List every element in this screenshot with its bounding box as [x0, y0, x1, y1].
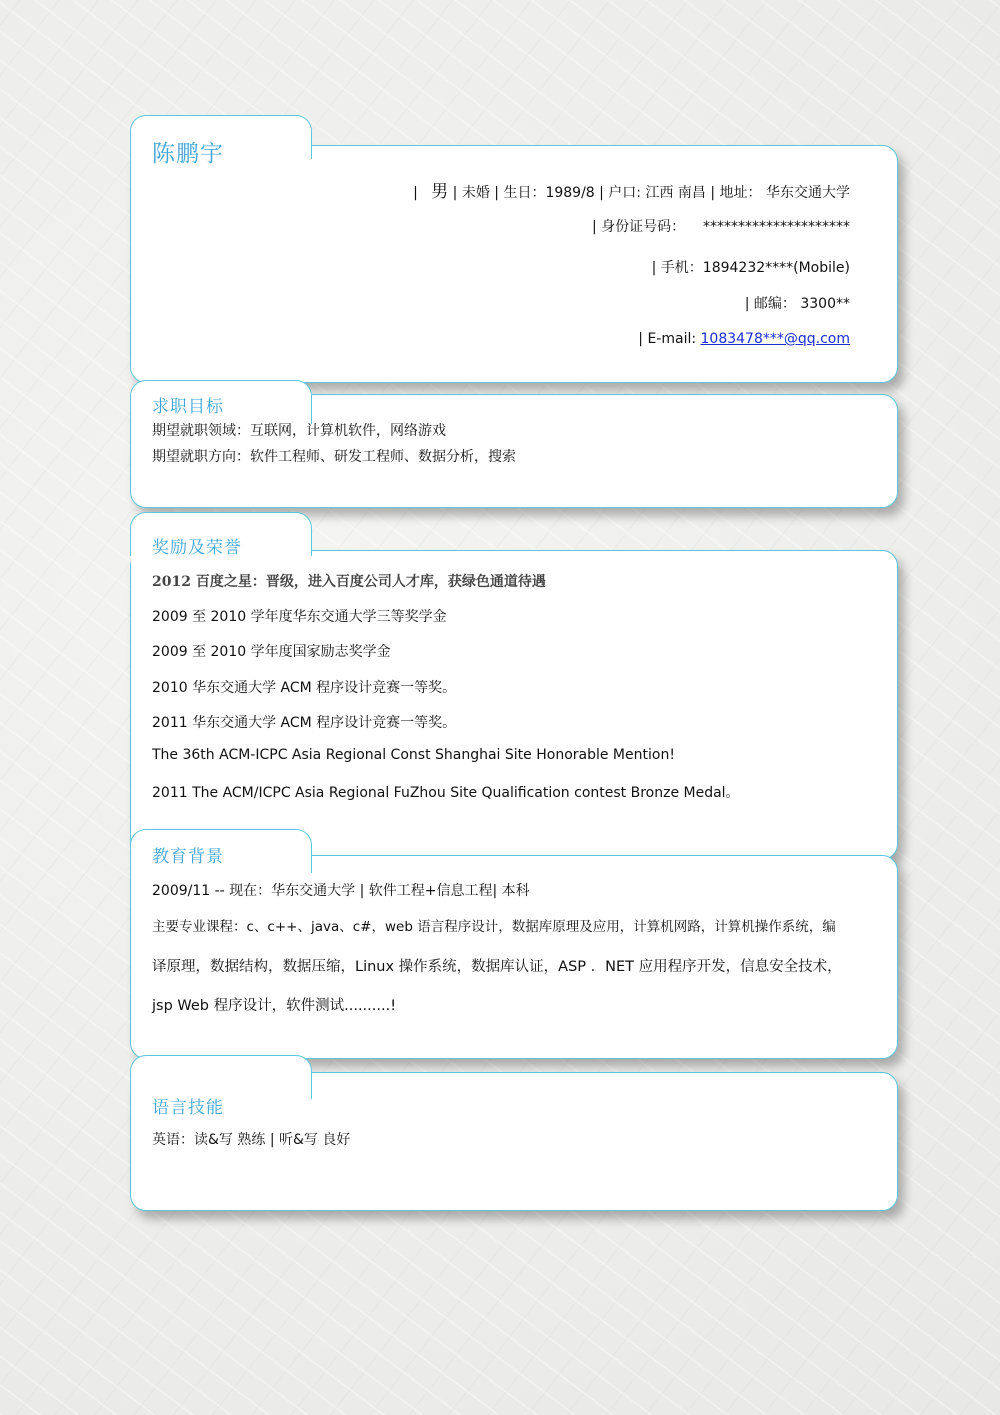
profile-card	[130, 115, 898, 383]
courses-line: 译原理，数据结构，数据压缩，Linux 操作系统，数据库认证，ASP ．NET 应用程序开发，信息安全技术，	[152, 959, 842, 975]
award-item: 2009 至 2010 学年度华东交通大学三等奖学金	[152, 609, 447, 625]
candidate-name: 陈鹏宇	[152, 141, 224, 167]
section-title: 教育背景	[152, 847, 224, 867]
courses-line: jsp Web 程序设计，软件测试..........!	[152, 998, 397, 1014]
education-period: 2009/11 -- 现在：华东交通大学 | 软件工程+信息工程| 本科	[152, 883, 530, 899]
award-item: 2011 The ACM/ICPC Asia Regional FuZhou Site Qualification contest Bronze Medal。	[152, 785, 740, 801]
objective-card	[130, 380, 898, 508]
section-title: 求职目标	[152, 397, 224, 417]
award-item: 2011 华东交通大学 ACM 程序设计竞赛一等奖。	[152, 715, 457, 731]
section-title: 语言技能	[152, 1098, 224, 1118]
id-number-line	[592, 216, 850, 236]
email-line	[638, 331, 850, 347]
email-link[interactable]: 1083478***@qq.com	[700, 331, 850, 347]
award-item: 2010 华东交通大学 ACM 程序设计竞赛一等奖。	[152, 680, 457, 696]
award-item: The 36th ACM-ICPC Asia Regional Const Shanghai Site Honorable Mention!	[152, 747, 675, 763]
personal-info-line	[413, 177, 850, 202]
language-english: 英语：读&写 熟练 | 听&写 良好	[152, 1132, 351, 1148]
awards-card	[130, 512, 898, 860]
list-item: 期望就职方向：软件工程师、研发工程师、数据分析，搜索	[152, 449, 516, 465]
courses-line: 主要专业课程：c、c++、java、c#，web 语言程序设计，数据库原理及应用，计算机网路，计算机操作系统，编	[152, 919, 836, 935]
separator: |	[413, 185, 418, 201]
award-highlight: 2012 百度之星：晋级，进入百度公司人才库，获绿色通道待遇	[152, 574, 546, 590]
list-item: 期望就职领域：互联网，计算机软件，网络游戏	[152, 423, 446, 439]
email-label: | E-mail:	[638, 331, 701, 347]
section-title: 奖励及荣誉	[152, 538, 242, 558]
award-item: 2009 至 2010 学年度国家励志奖学金	[152, 644, 391, 660]
phone-line: | 手机：1894232****(Mobile)	[651, 260, 850, 276]
id-value: *********************	[703, 219, 850, 235]
gender: 男	[431, 182, 449, 202]
languages-card	[130, 1055, 898, 1211]
personal-details: | 未婚 | 生日：1989/8 | 户口: 江西 南昌 | 地址： 华东交通大学	[452, 185, 850, 201]
postcode-line: | 邮编： 3300**	[744, 296, 850, 312]
id-label: | 身份证号码：	[592, 219, 686, 235]
education-card	[130, 829, 898, 1059]
